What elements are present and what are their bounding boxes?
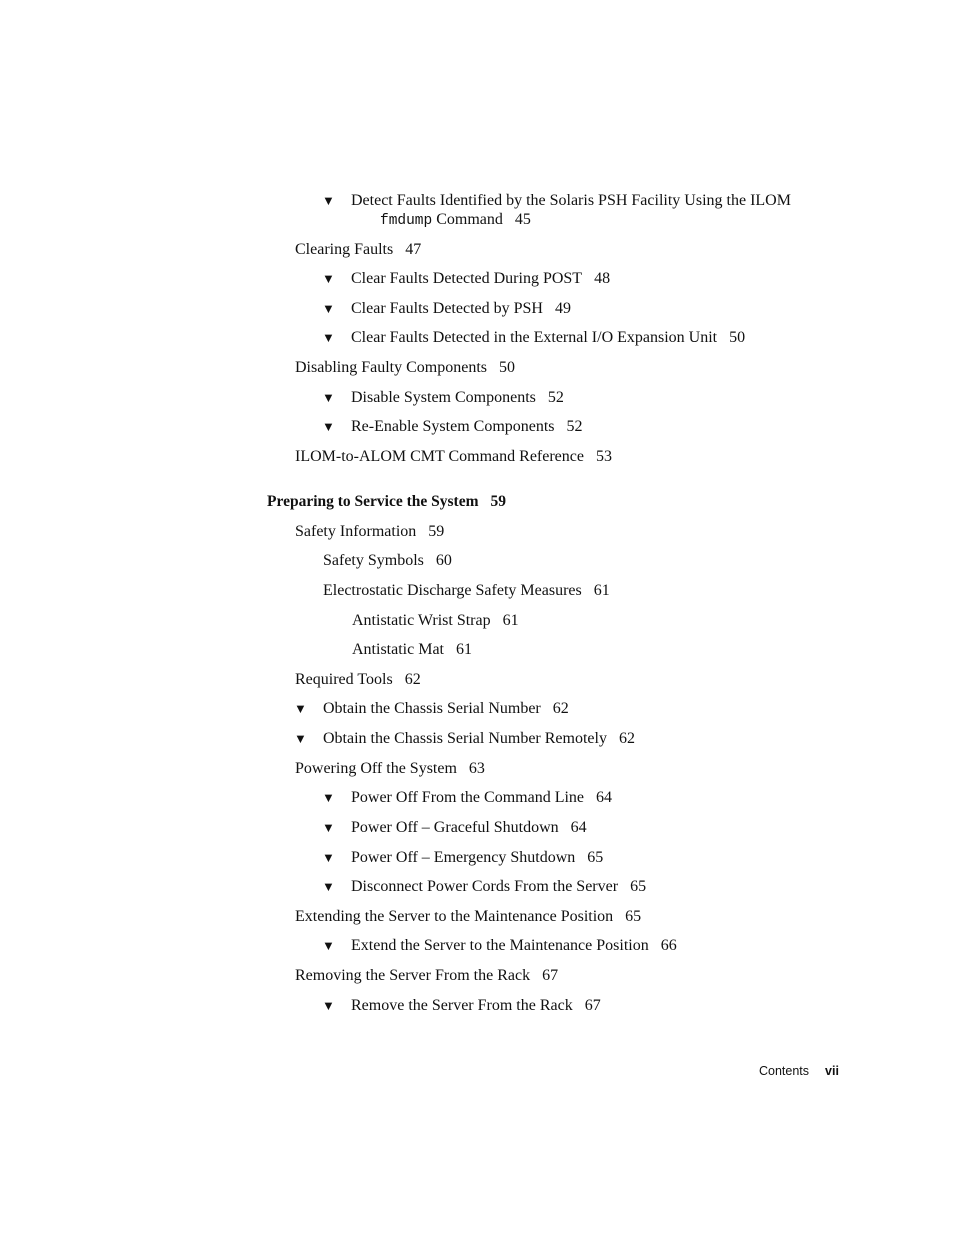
- toc-chapter-preparing[interactable]: [267, 492, 506, 512]
- toc-page-number: 53: [595, 448, 612, 465]
- toc-entry-label: Antistatic Mat: [352, 641, 444, 658]
- procedure-triangle-icon: ▼: [322, 193, 335, 208]
- toc-page-number: 64: [596, 789, 613, 806]
- toc-entry-label: ILOM-to-ALOM CMT Command Reference: [295, 448, 584, 465]
- toc-entry-label: Antistatic Wrist Strap: [352, 612, 491, 629]
- toc-entry-reenable-sys[interactable]: [351, 417, 583, 437]
- footer-page-number: vii: [825, 1064, 839, 1078]
- procedure-triangle-icon: ▼: [322, 419, 335, 434]
- toc-entry-label: Electrostatic Discharge Safety Measures: [323, 582, 582, 599]
- toc-entry-disconnect-cords[interactable]: [351, 877, 646, 897]
- toc-entry-label: Safety Information: [295, 523, 417, 540]
- toc-page-number: 65: [630, 878, 647, 895]
- procedure-triangle-icon: ▼: [322, 790, 335, 805]
- toc-entry-label: Disabling Faulty Components: [295, 359, 487, 376]
- toc-entry-label: Extend the Server to the Maintenance Position: [351, 937, 649, 954]
- toc-entry-label: Remove the Server From the Rack: [351, 997, 573, 1014]
- toc-entry-label: Removing the Server From the Rack: [295, 967, 531, 984]
- toc-entry-disable-sys[interactable]: [351, 388, 564, 408]
- toc-entry-ilom-alom[interactable]: [295, 447, 612, 467]
- toc-page-number: 62: [552, 700, 569, 717]
- toc-entry-label: Disable System Components: [351, 389, 536, 406]
- toc-entry-label: Command: [436, 211, 503, 228]
- toc-entry-label: Detect Faults Identified by the Solaris PSH Facility Using the ILOM: [351, 192, 791, 209]
- code-fmdump: fmdump: [380, 213, 433, 229]
- toc-entry-obtain-serial[interactable]: [323, 699, 569, 719]
- toc-page-number: 61: [593, 582, 610, 599]
- toc-entry-detect-faults-cont[interactable]: [380, 210, 531, 231]
- toc-entry-detect-faults[interactable]: [351, 191, 791, 211]
- toc-entry-clear-post[interactable]: [351, 269, 610, 289]
- toc-entry-powering-off[interactable]: [295, 759, 485, 779]
- toc-page-number: 52: [547, 389, 564, 406]
- toc-entry-label: Clear Faults Detected During POST: [351, 270, 583, 287]
- toc-page-number: 61: [455, 641, 472, 658]
- toc-page-number: 59: [428, 523, 445, 540]
- toc-entry-extend-task[interactable]: [351, 936, 677, 956]
- toc-entry-label: Power Off From the Command Line: [351, 789, 585, 806]
- toc-entry-label: Powering Off the System: [295, 760, 457, 777]
- toc-entry-remove-task[interactable]: [351, 996, 601, 1016]
- toc-entry-label: Clear Faults Detected by PSH: [351, 300, 543, 317]
- toc-page-number: 45: [514, 211, 531, 228]
- toc-entry-removing[interactable]: [295, 966, 558, 986]
- toc-page-number: 62: [618, 730, 635, 747]
- toc-page-number: 65: [625, 908, 642, 925]
- procedure-triangle-icon: ▼: [322, 301, 335, 316]
- toc-entry-label: Power Off – Graceful Shutdown: [351, 819, 559, 836]
- toc-entry-power-off-emergency[interactable]: [351, 848, 603, 868]
- toc-page-number: 61: [502, 612, 519, 629]
- toc-entry-power-off-graceful[interactable]: [351, 818, 587, 838]
- toc-page-number: 66: [660, 937, 677, 954]
- toc-entry-label: Clearing Faults: [295, 241, 394, 258]
- toc-entry-esd[interactable]: [323, 581, 610, 601]
- toc-entry-label: Required Tools: [295, 671, 393, 688]
- toc-page-number: 50: [729, 329, 746, 346]
- toc-page-number: 48: [594, 270, 611, 287]
- toc-entry-clearing-faults[interactable]: [295, 240, 421, 260]
- procedure-triangle-icon: ▼: [322, 390, 335, 405]
- toc-page-number: 60: [435, 552, 452, 569]
- procedure-triangle-icon: ▼: [322, 330, 335, 345]
- procedure-triangle-icon: ▼: [322, 850, 335, 865]
- toc-entry-label: Power Off – Emergency Shutdown: [351, 849, 576, 866]
- toc-page-number: 49: [554, 300, 571, 317]
- toc-page-number: 62: [404, 671, 421, 688]
- toc-page-number: 47: [405, 241, 422, 258]
- procedure-triangle-icon: ▼: [294, 701, 307, 716]
- toc-entry-extending[interactable]: [295, 907, 641, 927]
- toc-page-number: 65: [587, 849, 604, 866]
- footer-section-label: Contents: [759, 1064, 810, 1078]
- toc-entry-required-tools[interactable]: [295, 670, 421, 690]
- toc-entry-label: Obtain the Chassis Serial Number: [323, 700, 541, 717]
- toc-entry-obtain-serial-remote[interactable]: [323, 729, 635, 749]
- toc-page-number: 50: [499, 359, 515, 376]
- toc-page-number: 67: [584, 997, 601, 1014]
- toc-page-number: 59: [490, 493, 506, 510]
- toc-entry-disabling[interactable]: [295, 358, 515, 378]
- toc-entry-label: Safety Symbols: [323, 552, 424, 569]
- page-footer: [759, 1062, 839, 1080]
- toc-entry-label: Clear Faults Detected in the External I/O Expansion Unit: [351, 329, 718, 346]
- toc-page-number: 63: [468, 760, 485, 777]
- toc-page-number: 67: [542, 967, 559, 984]
- toc-entry-safety-symbols[interactable]: [323, 551, 452, 571]
- toc-entry-label: Obtain the Chassis Serial Number Remotely: [323, 730, 607, 747]
- toc-entry-label: Extending the Server to the Maintenance Position: [295, 908, 614, 925]
- toc-entry-safety-info[interactable]: [295, 522, 444, 542]
- procedure-triangle-icon: ▼: [322, 998, 335, 1013]
- toc-entry-label: Re-Enable System Components: [351, 418, 555, 435]
- toc-entry-label: Disconnect Power Cords From the Server: [351, 878, 619, 895]
- toc-chapter-label: Preparing to Service the System: [267, 493, 479, 510]
- toc-entry-wrist-strap[interactable]: [352, 611, 519, 631]
- procedure-triangle-icon: ▼: [322, 879, 335, 894]
- procedure-triangle-icon: ▼: [322, 820, 335, 835]
- toc-entry-clear-ext[interactable]: [351, 328, 745, 348]
- toc-entry-clear-psh[interactable]: [351, 299, 571, 319]
- procedure-triangle-icon: ▼: [294, 731, 307, 746]
- toc-entry-antistatic-mat[interactable]: [352, 640, 472, 660]
- procedure-triangle-icon: ▼: [322, 938, 335, 953]
- toc-entry-power-off-cli[interactable]: [351, 788, 612, 808]
- toc-page-number: 64: [570, 819, 587, 836]
- procedure-triangle-icon: ▼: [322, 271, 335, 286]
- toc-page-number: 52: [566, 418, 583, 435]
